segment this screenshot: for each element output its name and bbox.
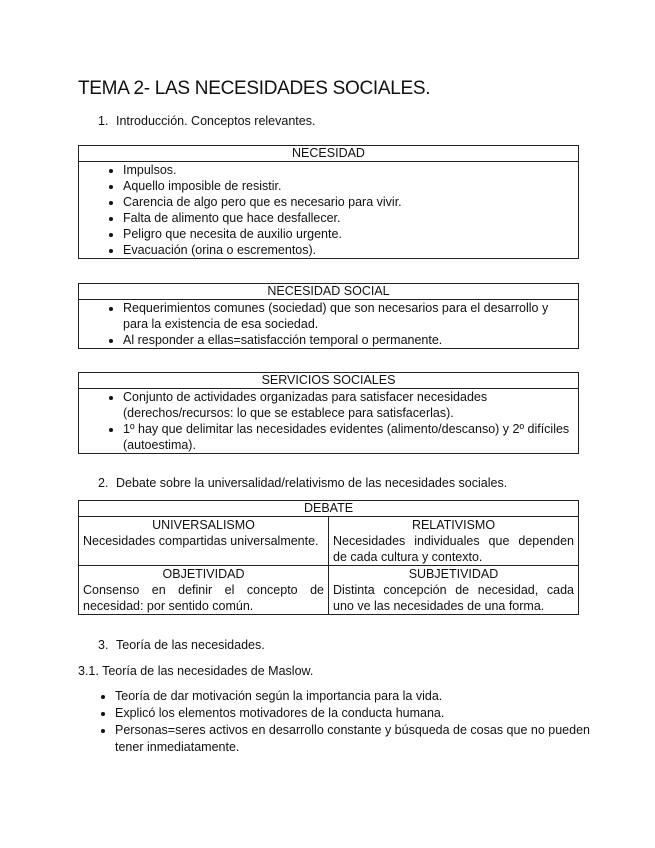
- list-item: • Conjunto de actividades organizadas para satisfacer necesidades (derechos/recursos: lo que se establece para satisfacerlas).: [123, 389, 572, 421]
- necesidad-body: [79, 162, 579, 259]
- necesidad-social-body: [79, 300, 579, 349]
- subjetividad-text: Distinta concepción de necesidad, cada uno ve las necesidades de una forma.: [333, 583, 574, 613]
- list-item: • Aquello imposible de resistir.: [123, 178, 572, 194]
- section-3-number: 3.: [98, 638, 109, 652]
- section-1-number: 1.: [98, 114, 109, 128]
- subjetividad-title: SUBJETIVIDAD: [408, 567, 499, 581]
- list-item: • Evacuación (orina o escrementos).: [123, 242, 572, 258]
- list-item: • Falta de alimento que hace desfallecer.: [123, 210, 572, 226]
- list-item: • Requerimientos comunes (sociedad) que son necesarios para el desarrollo y para la existencia de esa sociedad.: [123, 300, 572, 332]
- section-3-1-heading: 3.1. Teoría de las necesidades de Maslow.: [78, 664, 314, 678]
- list-item: • Impulsos.: [123, 162, 572, 178]
- necesidad-table: [78, 145, 579, 259]
- servicios-sociales-header: SERVICIOS SOCIALES: [79, 373, 579, 389]
- objetividad-cell: [79, 566, 329, 615]
- necesidad-social-table: [78, 283, 579, 349]
- section-3-heading: [98, 638, 265, 652]
- subjetividad-cell: [329, 566, 579, 615]
- section-2-number: 2.: [98, 476, 109, 490]
- list-item: • Explicó los elementos motivadores de la conducta humana.: [115, 705, 605, 722]
- maslow-list: [78, 688, 605, 756]
- section-2-heading: [98, 476, 507, 490]
- relativismo-title: RELATIVISMO: [411, 518, 496, 532]
- objetividad-text: Consenso en definir el concepto de necesidad: por sentido común.: [83, 583, 324, 613]
- relativismo-text: Necesidades individuales que dependen de cada cultura y contexto.: [333, 534, 574, 564]
- servicios-sociales-body: [79, 389, 579, 454]
- page-title: TEMA 2- LAS NECESIDADES SOCIALES.: [78, 78, 431, 99]
- debate-table: [78, 500, 579, 615]
- universalismo-cell: [79, 517, 329, 566]
- list-item: • Carencia de algo pero que es necesario para vivir.: [123, 194, 572, 210]
- objetividad-title: OBJETIVIDAD: [162, 567, 245, 581]
- necesidad-header: NECESIDAD: [79, 146, 579, 162]
- section-2-text: Debate sobre la universalidad/relativismo de las necesidades sociales.: [116, 476, 508, 490]
- section-1-heading: [98, 114, 315, 128]
- list-item: • Peligro que necesita de auxilio urgente.: [123, 226, 572, 242]
- necesidad-social-header: NECESIDAD SOCIAL: [79, 284, 579, 300]
- debate-header: DEBATE: [79, 501, 579, 517]
- universalismo-title: UNIVERSALISMO: [152, 518, 255, 532]
- section-3-text: Teoría de las necesidades.: [116, 638, 265, 652]
- section-1-text: Introducción. Conceptos relevantes.: [116, 114, 316, 128]
- list-item: • Al responder a ellas=satisfacción temporal o permanente.: [123, 332, 572, 348]
- list-item: • Personas=seres activos en desarrollo constante y búsqueda de cosas que no pueden tener inmediatamente.: [115, 722, 605, 756]
- list-item: • 1º hay que delimitar las necesidades evidentes (alimento/descanso) y 2º difíciles (autoestima).: [123, 421, 572, 453]
- servicios-sociales-table: [78, 372, 579, 454]
- list-item: • Teoría de dar motivación según la importancia para la vida.: [115, 688, 605, 705]
- universalismo-text: Necesidades compartidas universalmente.: [83, 534, 319, 548]
- relativismo-cell: [329, 517, 579, 566]
